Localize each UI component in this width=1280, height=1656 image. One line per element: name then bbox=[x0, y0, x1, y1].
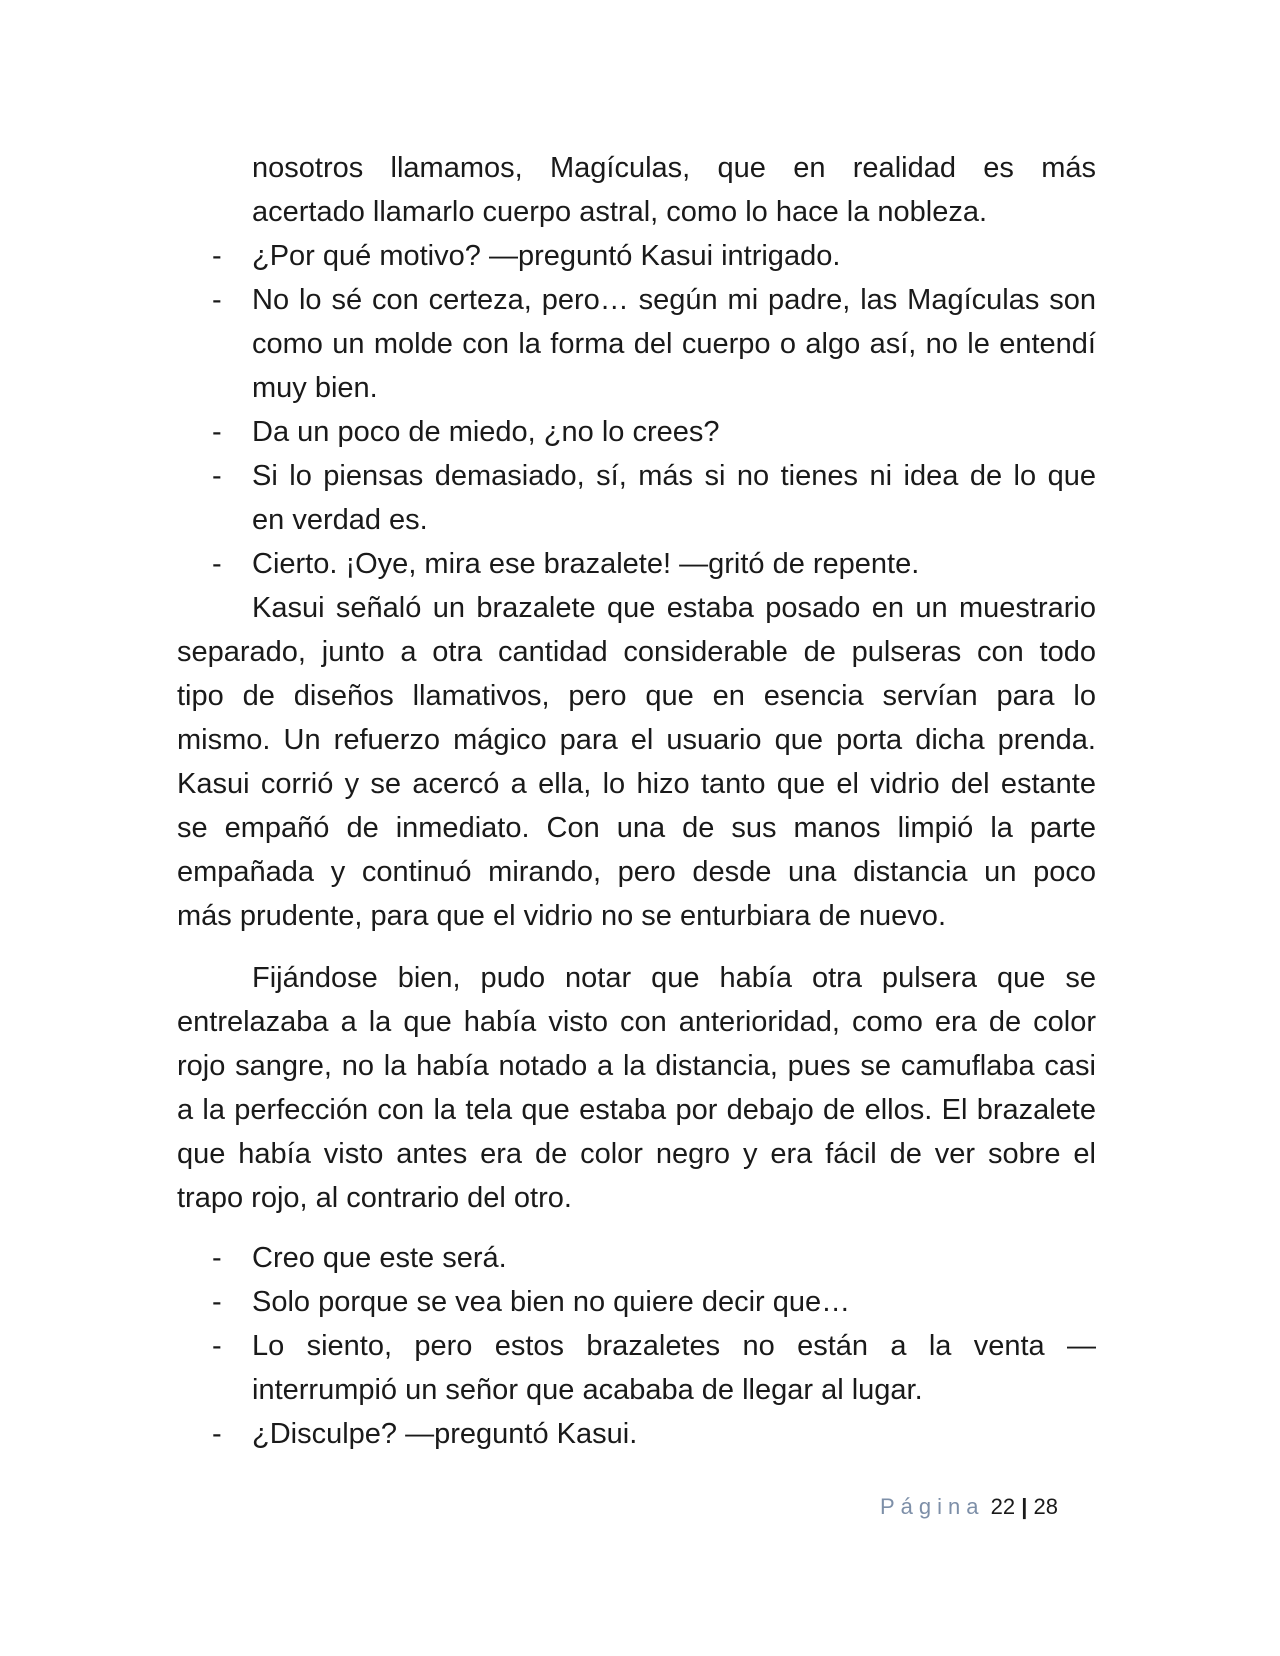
page-footer bbox=[880, 1492, 1070, 1522]
text-line: acertado llamarlo cuerpo astral, como lo hace la nobleza. bbox=[252, 196, 988, 228]
text-line: a la perfección con la tela que estaba por debajo de ellos. El brazalete bbox=[177, 1094, 1096, 1126]
dialogue-dash: - bbox=[212, 1330, 222, 1362]
text-line: No lo sé con certeza, pero… según mi padre, las Magículas son bbox=[252, 284, 1096, 316]
text-line: empañada y continuó mirando, pero desde una distancia un poco bbox=[177, 856, 1096, 888]
dialogue-dash: - bbox=[212, 1242, 222, 1274]
page-label: Página bbox=[880, 1494, 985, 1519]
text-line: interrumpió un señor que acababa de llegar al lugar. bbox=[252, 1374, 923, 1406]
text-line: Da un poco de miedo, ¿no lo crees? bbox=[252, 416, 720, 448]
text-line: Lo siento, pero estos brazaletes no están a la venta — bbox=[252, 1330, 1096, 1362]
text-line: como un molde con la forma del cuerpo o algo así, no le entendí bbox=[252, 328, 1096, 360]
text-line: rojo sangre, no la había notado a la distancia, pues se camuflaba casi bbox=[177, 1050, 1096, 1082]
text-line: Fijándose bien, pudo notar que había otra pulsera que se bbox=[252, 962, 1096, 994]
text-line: entrelazaba a la que había visto con anterioridad, como era de color bbox=[177, 1006, 1096, 1038]
text-line: nosotros llamamos, Magículas, que en realidad es más bbox=[252, 152, 1096, 184]
text-line: mismo. Un refuerzo mágico para el usuario que porta dicha prenda. bbox=[177, 724, 1096, 756]
text-line: tipo de diseños llamativos, pero que en esencia servían para lo bbox=[177, 680, 1096, 712]
dialogue-dash: - bbox=[212, 416, 222, 448]
dialogue-dash: - bbox=[212, 548, 222, 580]
text-line: Si lo piensas demasiado, sí, más si no tienes ni idea de lo que bbox=[252, 460, 1096, 492]
text-line: separado, junto a otra cantidad considerable de pulseras con todo bbox=[177, 636, 1096, 668]
dialogue-dash: - bbox=[212, 460, 222, 492]
text-line: muy bien. bbox=[252, 372, 378, 404]
page-total: 28 bbox=[1033, 1494, 1059, 1519]
text-line: Cierto. ¡Oye, mira ese brazalete! —gritó de repente. bbox=[252, 548, 920, 580]
text-line: que había visto antes era de color negro y era fácil de ver sobre el bbox=[177, 1138, 1096, 1170]
text-line: trapo rojo, al contrario del otro. bbox=[177, 1182, 572, 1214]
text-line: más prudente, para que el vidrio no se enturbiara de nuevo. bbox=[177, 900, 946, 932]
dialogue-dash: - bbox=[212, 284, 222, 316]
text-line: Creo que este será. bbox=[252, 1242, 507, 1274]
dialogue-dash: - bbox=[212, 1286, 222, 1318]
text-line: Solo porque se vea bien no quiere decir que… bbox=[252, 1286, 851, 1318]
text-line: Kasui corrió y se acercó a ella, lo hizo tanto que el vidrio del estante bbox=[177, 768, 1096, 800]
text-line: Kasui señaló un brazalete que estaba posado en un muestrario bbox=[252, 592, 1096, 624]
text-line: en verdad es. bbox=[252, 504, 428, 536]
text-line: ¿Disculpe? —preguntó Kasui. bbox=[252, 1418, 638, 1450]
dialogue-dash: - bbox=[212, 240, 222, 272]
page-separator: | bbox=[1021, 1494, 1028, 1519]
text-line: se empañó de inmediato. Con una de sus manos limpió la parte bbox=[177, 812, 1096, 844]
dialogue-dash: - bbox=[212, 1418, 222, 1450]
text-line: ¿Por qué motivo? —preguntó Kasui intrigado. bbox=[252, 240, 841, 272]
page-number: 22 bbox=[990, 1494, 1016, 1519]
